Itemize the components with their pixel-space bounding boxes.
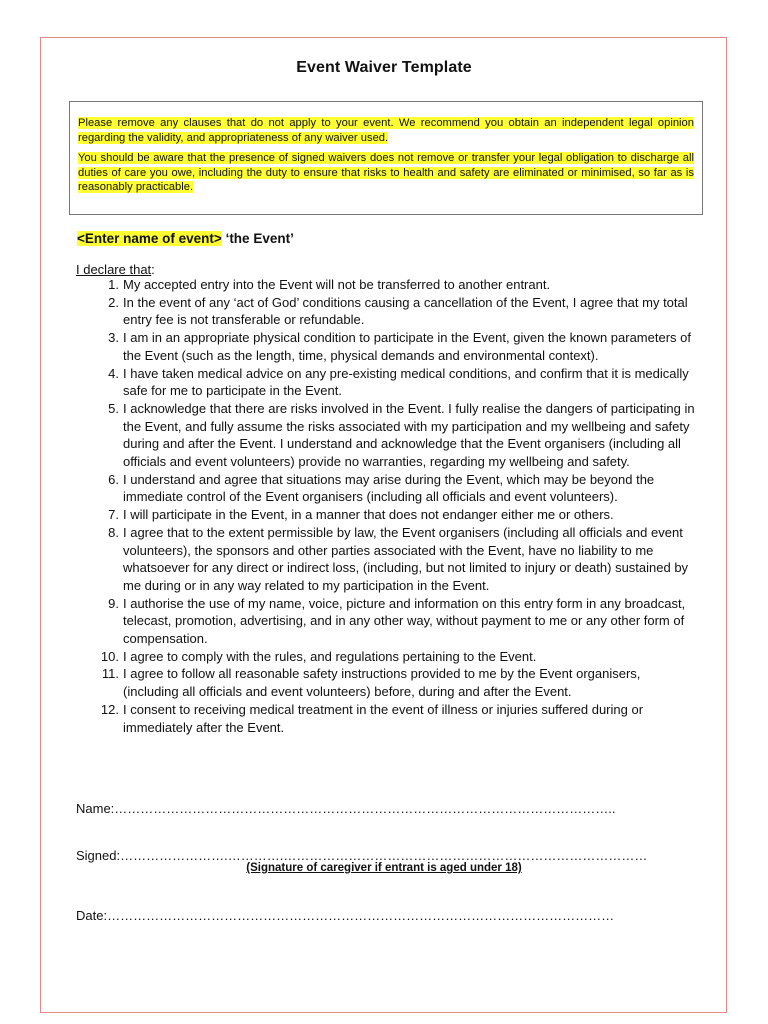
clause-number: 6.	[108, 471, 119, 487]
clause-text: I understand and agree that situations may arise during the Event, which may be beyond the immediate control of the Event organisers (including all officials and event volunteers).	[123, 471, 655, 505]
clause-item	[76, 665, 696, 700]
clause-list	[76, 276, 696, 736]
signed-field[interactable]: Signed:…………………….………….…………………………………………………………………………	[76, 848, 648, 863]
clause-number: 12.	[100, 701, 119, 717]
notice-paragraph-2	[78, 151, 694, 195]
clause-text: My accepted entry into the Event will not be transferred to another entrant.	[123, 277, 551, 292]
clause-item	[76, 595, 696, 648]
declaration-heading	[76, 262, 155, 277]
clause-text: I am in an appropriate physical condition to participate in the Event, given the known parameters of the Event (such as the length, time, physical demands and environmental context).	[123, 330, 691, 363]
notice-paragraph-1	[78, 116, 694, 145]
event-name-suffix: ‘the Event’	[221, 231, 294, 246]
clause-item	[76, 524, 696, 595]
notice-box	[69, 101, 703, 215]
clause-text: In the event of any ‘act of God’ conditions causing a cancellation of the Event, I agree that my total entry fee is not transferable or refundable.	[123, 294, 688, 328]
clause-text: I will participate in the Event, in a manner that does not endanger either me or others.	[123, 507, 614, 523]
clause-text: I agree that to the extent permissible by law, the Event organisers (including all officials and event volunteers), the sponsors and other parties associated with the Event, have no liability to me whatsoever for any direct or indirect loss, (including, but not limited to injury or death) sustained by me during or in any way related to my participation in the Event.	[123, 524, 689, 593]
clause-text: I consent to receiving medical treatment in the event of illness or injuries suffered during or immediately after the Event.	[123, 701, 644, 735]
clause-number: 2.	[108, 294, 119, 310]
clause-text: I agree to comply with the rules, and regulations pertaining to the Event.	[123, 648, 537, 664]
document-title: Event Waiver Template	[296, 59, 472, 76]
declaration-colon: :	[151, 262, 155, 277]
clause-text: I authorise the use of my name, voice, picture and information on this entry form in any broadcast, telecast, promotion, advertising, and in any other way, without payment to me or any other form of compensation.	[123, 595, 686, 647]
clause-item	[76, 648, 696, 666]
clause-item	[76, 400, 696, 471]
event-name-line	[77, 231, 294, 246]
clause-item	[76, 294, 696, 329]
clause-item	[76, 276, 696, 294]
date-field[interactable]: Date:………………………………………………………………………………………………………	[76, 908, 615, 923]
event-name-placeholder: <Enter name of event>	[77, 231, 222, 246]
name-field[interactable]: Name:……………………………………………………………………………………………………..	[76, 801, 616, 816]
clause-number: 9.	[108, 595, 119, 611]
clause-number: 3.	[108, 330, 119, 346]
declaration-label: I declare that	[76, 262, 152, 277]
clause-item	[76, 506, 696, 524]
clause-text: I have taken medical advice on any pre-existing medical conditions, and confirm that it is medically safe for me to participate in the Event.	[123, 365, 689, 399]
clause-item	[76, 701, 696, 736]
clause-text: I agree to follow all reasonable safety instructions provided to me by the Event organisers, (including all officials and event volunteers) before, during and after the Event.	[123, 666, 641, 700]
notice-text-1: Please remove any clauses that do not apply to your event. We recommend you obtain an independent legal opinion regarding the validity, and appropriateness of any waiver used.	[78, 117, 694, 144]
clause-number: 7.	[108, 507, 119, 523]
clause-number: 8.	[108, 524, 119, 540]
clause-item	[76, 471, 696, 506]
clause-number: 11.	[101, 666, 119, 682]
clause-item	[76, 329, 696, 364]
clause-item	[76, 365, 696, 400]
signature-caption: (Signature of caregiver if entrant is aged under 18)	[246, 862, 522, 874]
clause-text: I acknowledge that there are risks involved in the Event. I fully realise the dangers of participating in the Event, and fully assume the risks associated with my participation and my wellbeing and safety during and after the Event. I understand and acknowledge that the Event organisers (including all officials and event volunteers) provide no warranties, regarding my wellbeing and safety.	[123, 400, 695, 470]
clause-number: 5.	[108, 400, 119, 416]
clause-number: 4.	[108, 365, 119, 381]
clause-number: 10.	[100, 648, 119, 664]
clause-number: 1.	[108, 277, 119, 292]
notice-text-2: You should be aware that the presence of signed waivers does not remove or transfer your legal obligation to discharge all duties of care you owe, including the duty to ensure that risks to health and safety are eliminated or minimised, so far as is reasonably practicable.	[78, 152, 694, 193]
